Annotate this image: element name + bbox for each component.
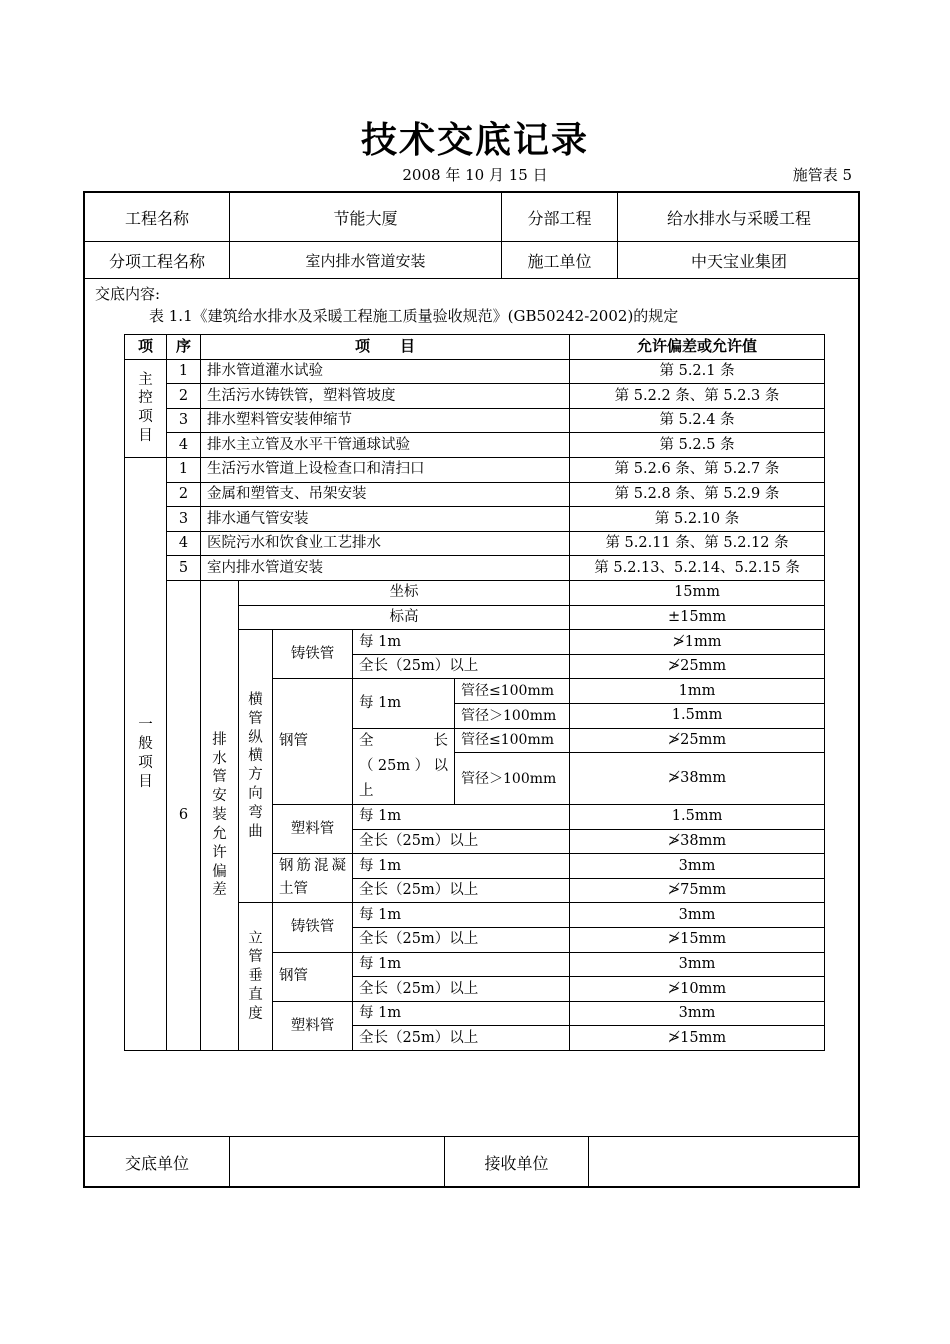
measure-label: 每 1m <box>353 952 570 977</box>
measure-value: 3mm <box>570 854 825 879</box>
col-header-value: 允许偏差或允许值 <box>570 335 825 360</box>
measure-label: 全长（25m）以上 <box>353 654 570 679</box>
measure-label: 全长（25m）以上 <box>353 829 570 854</box>
table-header-row <box>125 335 825 360</box>
table-row <box>125 507 825 532</box>
pipe-type-label: 钢管 <box>273 952 353 1001</box>
table-row <box>125 433 825 458</box>
col-header-no: 序 <box>167 335 201 360</box>
division-label: 分部工程 <box>527 208 592 228</box>
table-row <box>125 384 825 409</box>
measure-value: ≯38mm <box>570 829 825 854</box>
row-item: 排水管道灌水试验 <box>201 359 570 384</box>
subitem-value: 室内排水管道安装 <box>305 251 426 270</box>
row-value: 第 5.2.5 条 <box>570 433 825 458</box>
row-value: 第 5.2.8 条、第 5.2.9 条 <box>570 482 825 507</box>
table-row <box>125 482 825 507</box>
diameter-label: 管径≤100mm <box>455 679 570 704</box>
row-value: 第 5.2.2 条、第 5.2.3 条 <box>570 384 825 409</box>
measure-label: 每 1m <box>353 1001 570 1026</box>
measure-label: 每 1m <box>353 903 570 928</box>
contractor-label: 施工单位 <box>527 251 592 271</box>
pipe-type-label: 钢管 <box>273 679 353 805</box>
spec-table <box>124 334 825 1051</box>
measure-label: 全长（25m）以上 <box>353 1026 570 1051</box>
page-title: 技术交底记录 <box>360 120 589 161</box>
measure-value: 1.5mm <box>570 805 825 830</box>
diameter-label: 管径＞100mm <box>455 753 570 805</box>
handover-unit-label: 交底单位 <box>124 1154 189 1173</box>
row-no: 3 <box>167 507 201 532</box>
row-no: 2 <box>167 482 201 507</box>
coord-label: 坐标 <box>239 580 570 605</box>
row-item: 生活污水管道上设检查口和清扫口 <box>201 457 570 482</box>
form-number: 施管表 5 <box>792 166 852 184</box>
row-value: 第 5.2.10 条 <box>570 507 825 532</box>
deviation-group-label: 排水管安装允许偏差 <box>201 580 239 1050</box>
measure-label: 全长（25m）以上 <box>353 878 570 903</box>
measure-label: 每 1m <box>353 854 570 879</box>
row-value: 第 5.2.6 条、第 5.2.7 条 <box>570 457 825 482</box>
table-row <box>125 457 825 482</box>
diameter-label: 管径≤100mm <box>455 728 570 753</box>
elev-label: 标高 <box>239 605 570 630</box>
measure-value: ≯1mm <box>570 630 825 655</box>
measure-value: ≯25mm <box>570 728 825 753</box>
measure-value: ≯10mm <box>570 977 825 1002</box>
row-value: 第 5.2.1 条 <box>570 359 825 384</box>
row-item: 室内排水管道安装 <box>201 556 570 581</box>
content-label: 交底内容: <box>95 285 161 303</box>
measure-value: 1.5mm <box>570 703 825 728</box>
measure-label: 每 1m <box>353 630 570 655</box>
col-header-item: 项 目 <box>201 335 570 360</box>
table-row <box>125 556 825 581</box>
contractor-value: 中天宝业集团 <box>690 251 787 271</box>
measure-value: 3mm <box>570 1001 825 1026</box>
row-item: 医院污水和饮食业工艺排水 <box>201 531 570 556</box>
main-group-label: 主控项目 <box>125 359 167 457</box>
division-value: 给水排水与采暖工程 <box>666 208 811 228</box>
row-no: 1 <box>167 359 201 384</box>
project-name-label: 工程名称 <box>124 208 189 228</box>
measure-label: 每 1m <box>353 805 570 830</box>
row-item: 生活污水铸铁管，塑料管坡度 <box>201 384 570 409</box>
row-item: 排水塑料管安装伸缩节 <box>201 408 570 433</box>
measure-value: ≯38mm <box>570 753 825 805</box>
elev-value: ±15mm <box>570 605 825 630</box>
measure-value: ≯75mm <box>570 878 825 903</box>
row-no: 4 <box>167 531 201 556</box>
horizontal-bend-label: 横管纵横方向弯曲 <box>239 630 273 903</box>
project-name-value: 节能大厦 <box>333 208 398 228</box>
row-value: 第 5.2.13、5.2.14、5.2.15 条 <box>570 556 825 581</box>
pipe-type-label: 塑料管 <box>273 1001 353 1050</box>
table-note: 表 1.1《建筑给水排水及采暖工程施工质量验收规范》(GB50242-2002)的规定 <box>149 307 679 325</box>
measure-label: 全 长（25m）以上 <box>353 728 455 805</box>
row-no: 4 <box>167 433 201 458</box>
measure-value: ≯15mm <box>570 928 825 953</box>
pipe-type-label: 铸铁管 <box>273 903 353 952</box>
measure-label: 每 1m <box>353 679 455 728</box>
row-no: 6 <box>167 580 201 1050</box>
measure-label: 全长（25m）以上 <box>353 928 570 953</box>
table-row <box>125 531 825 556</box>
col-header-group: 项 <box>125 335 167 360</box>
measure-value: 3mm <box>570 903 825 928</box>
row-item: 排水通气管安装 <box>201 507 570 532</box>
diameter-label: 管径＞100mm <box>455 703 570 728</box>
handover-unit-value[interactable] <box>230 1137 444 1188</box>
row-no: 1 <box>167 457 201 482</box>
table-row <box>125 580 825 605</box>
row-item: 排水主立管及水平干管通球试验 <box>201 433 570 458</box>
record-form <box>83 191 860 1188</box>
row-item: 金属和塑管支、吊架安装 <box>201 482 570 507</box>
record-date: 2008 年 10 月 15 日 <box>402 166 548 184</box>
coord-value: 15mm <box>570 580 825 605</box>
row-no: 2 <box>167 384 201 409</box>
row-no: 5 <box>167 556 201 581</box>
table-row <box>125 359 825 384</box>
row-value: 第 5.2.4 条 <box>570 408 825 433</box>
row-no: 3 <box>167 408 201 433</box>
measure-value: ≯15mm <box>570 1026 825 1051</box>
measure-value: ≯25mm <box>570 654 825 679</box>
pipe-type-label: 塑料管 <box>273 805 353 854</box>
table-row <box>125 408 825 433</box>
measure-label: 全长（25m）以上 <box>353 977 570 1002</box>
row-value: 第 5.2.11 条、第 5.2.12 条 <box>570 531 825 556</box>
receiver-unit-label: 接收单位 <box>484 1154 549 1173</box>
pipe-type-label: 钢筋混凝土管 <box>273 854 353 903</box>
receiver-unit-value[interactable] <box>589 1137 860 1188</box>
pipe-type-label: 铸铁管 <box>273 630 353 679</box>
measure-value: 3mm <box>570 952 825 977</box>
vertical-plumb-label: 立管垂直度 <box>239 903 273 1051</box>
general-group-label: 一般项目 <box>125 457 167 1050</box>
measure-value: 1mm <box>570 679 825 704</box>
subitem-label: 分项工程名称 <box>108 251 205 271</box>
